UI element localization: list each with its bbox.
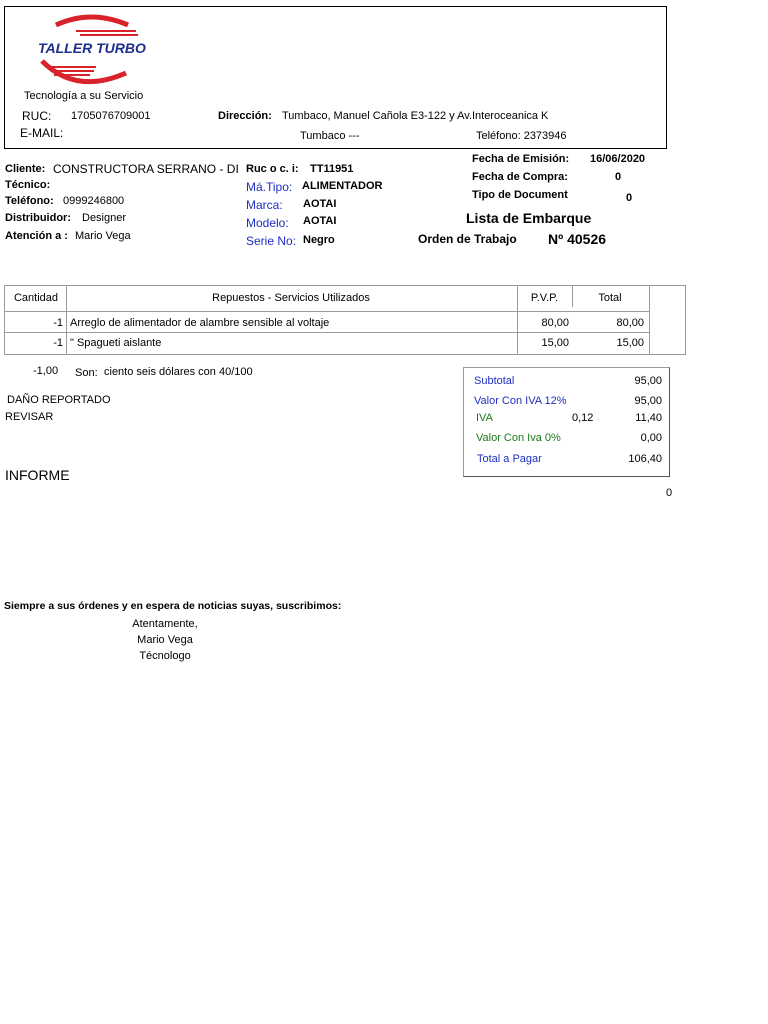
document-type-label: Tipo de Document xyxy=(472,189,568,201)
client-phone-label: Teléfono: xyxy=(5,195,54,207)
extra-value: 0 xyxy=(666,487,673,499)
subtotal-value: 95,00 xyxy=(634,375,662,387)
closing-regards: Atentamente, xyxy=(132,618,198,630)
row-total: 80,00 xyxy=(616,317,644,329)
issue-date-value: 16/06/2020 xyxy=(590,153,646,165)
equipment-model-value: AOTAI xyxy=(303,215,337,227)
equipment-model-label: Modelo: xyxy=(246,216,289,230)
reported-damage-value: REVISAR xyxy=(5,411,54,423)
attention-value: Mario Vega xyxy=(75,230,131,242)
equipment-type-label: Má.Tipo: xyxy=(246,180,293,194)
client-label: Cliente: xyxy=(5,163,46,175)
equipment-brand-label: Marca: xyxy=(246,198,283,212)
equipment-ruc-label: Ruc o c. i: xyxy=(246,163,299,175)
address-value: Tumbaco, Manuel Cañola E3-122 y Av.Interoceanica K xyxy=(282,110,549,122)
ruc-value: 1705076709001 xyxy=(71,110,151,122)
client-phone-value: 0999246800 xyxy=(63,195,125,207)
signer-title: Técnologo xyxy=(139,650,191,662)
row-quantity: -1 xyxy=(53,317,63,329)
vat-label: IVA xyxy=(476,412,493,424)
vat-value: 11,40 xyxy=(635,412,662,424)
distributor-value: Designer xyxy=(82,212,127,224)
column-header-pvp: P.V.P. xyxy=(530,292,559,304)
distributor-label: Distribuidor: xyxy=(5,212,71,224)
attention-label: Atención a : xyxy=(5,230,68,242)
equipment-ruc-value: TT11951 xyxy=(310,163,354,175)
company-tagline: Tecnología a su Servicio xyxy=(24,90,144,102)
issue-date-label: Fecha de Emisión: xyxy=(472,153,570,165)
client-value: CONSTRUCTORA SERRANO - DI xyxy=(53,162,239,176)
column-header-description: Repuestos - Servicios Utilizados xyxy=(212,292,370,304)
ruc-label: RUC: xyxy=(22,109,52,123)
company-city: Tumbaco --- xyxy=(300,130,360,142)
vat12-label: Valor Con IVA 12% xyxy=(474,395,567,407)
company-logo xyxy=(36,11,146,91)
signer-name: Mario Vega xyxy=(137,634,193,646)
grand-total-value: 106,40 xyxy=(628,453,662,465)
row-description: " Spagueti aislante xyxy=(70,337,162,349)
quantity-total: -1,00 xyxy=(33,365,59,377)
reported-damage-label: DAÑO REPORTADO xyxy=(7,394,111,406)
closing-statement: Siempre a sus órdenes y en espera de noticias suyas, suscribimos: xyxy=(4,600,342,612)
vat0-value: 0,00 xyxy=(640,432,662,444)
address-label: Dirección: xyxy=(218,110,272,122)
grand-total-label: Total a Pagar xyxy=(477,453,542,465)
equipment-serial-label: Serie No: xyxy=(246,234,297,248)
subtotal-label: Subtotal xyxy=(474,375,515,387)
company-phone: Teléfono: 2373946 xyxy=(476,130,567,142)
purchase-date-value: 0 xyxy=(615,171,622,183)
work-order-number: Nº 40526 xyxy=(548,231,607,247)
email-label: E-MAIL: xyxy=(20,126,64,140)
row-pvp: 15,00 xyxy=(541,337,569,349)
equipment-type-value: ALIMENTADOR xyxy=(302,180,383,192)
report-heading: INFORME xyxy=(5,467,70,483)
equipment-serial-value: Negro xyxy=(303,234,335,246)
row-quantity: -1 xyxy=(53,337,63,349)
column-header-total: Total xyxy=(598,292,622,304)
row-description: Arreglo de alimentador de alambre sensible al voltaje xyxy=(70,317,330,329)
document-type-value: 0 xyxy=(626,192,633,204)
row-total: 15,00 xyxy=(616,337,644,349)
equipment-brand-value: AOTAI xyxy=(303,198,337,210)
document-title: Lista de Embarque xyxy=(466,210,592,226)
amount-in-words-label: Son: xyxy=(75,367,98,379)
column-header-quantity: Cantidad xyxy=(13,292,59,304)
logo-text: TALLER TURBO xyxy=(38,40,146,56)
technician-label: Técnico: xyxy=(5,179,51,191)
vat0-label: Valor Con Iva 0% xyxy=(476,432,561,444)
purchase-date-label: Fecha de Compra: xyxy=(472,171,568,183)
vat-rate: 0,12 xyxy=(572,412,594,424)
amount-in-words-value: ciento seis dólares con 40/100 xyxy=(104,366,253,378)
work-order-label: Orden de Trabajo xyxy=(418,232,517,246)
vat12-value: 95,00 xyxy=(634,395,662,407)
row-pvp: 80,00 xyxy=(541,317,569,329)
